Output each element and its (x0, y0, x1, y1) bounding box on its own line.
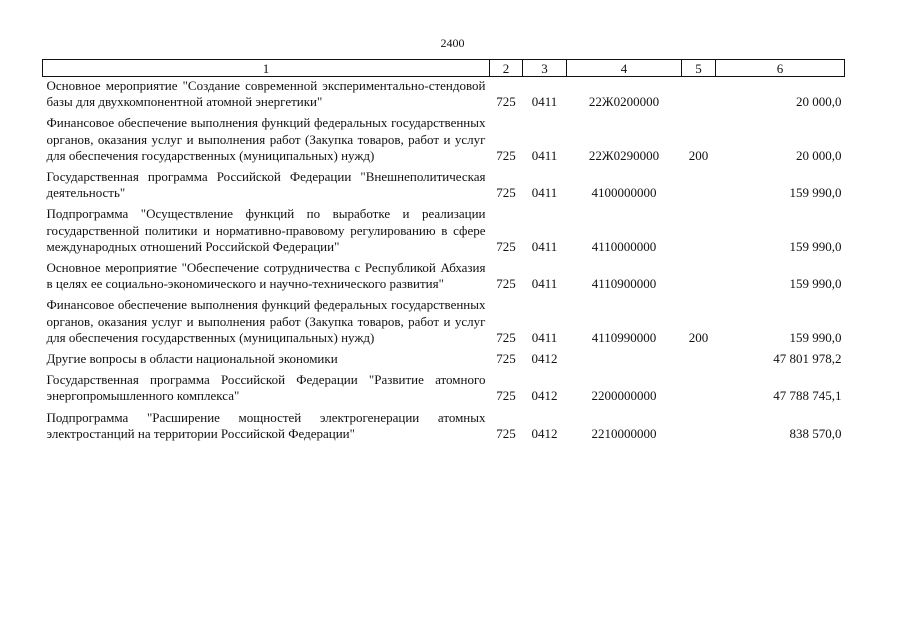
table-row (43, 351, 845, 372)
row-name: Государственная программа Российской Федерации "Внешнеполитическая деятельность" (46, 169, 486, 201)
row-ministry-code: 725 (496, 238, 516, 254)
table-row (43, 297, 845, 351)
row-ministry-code: 725 (496, 425, 516, 441)
row-expense-type (682, 260, 716, 297)
row-expense-type (682, 77, 716, 116)
row-name: Основное мероприятие "Создание современной экспериментально-стендовой базы для двухкомпонентной атомной энергетики" (46, 78, 486, 110)
table-row (43, 169, 845, 206)
row-ministry-code: 725 (496, 329, 516, 345)
row-target-code: 4110990000 (591, 329, 657, 345)
row-ministry-code: 725 (496, 94, 516, 110)
column-header-2: 2 (490, 60, 523, 77)
budget-table (42, 59, 845, 447)
row-section-code: 0411 (531, 147, 558, 163)
page-number: 2400 (440, 36, 465, 50)
row-expense-type (682, 372, 716, 409)
row-name: Основное мероприятие "Обеспечение сотрудничества с Республикой Абхазия в целях ее социально-экономического и научно-технического развития" (46, 260, 486, 292)
row-ministry-code: 725 (496, 351, 516, 367)
row-name: Другие вопросы в области национальной экономики (46, 351, 338, 367)
row-target-code: 2200000000 (591, 388, 657, 404)
row-ministry-code: 725 (496, 276, 516, 292)
row-ministry-code: 725 (496, 388, 516, 404)
row-expense-type (682, 351, 716, 372)
row-name: Финансовое обеспечение выполнения функций федеральных государственных органов, оказания услуг и выполнения работ (Закупка товаров, работ и услуг для обеспечения государственных (муниципальных) нужд) (46, 115, 486, 163)
row-amount: 47 788 745,1 (773, 388, 842, 404)
row-section-code: 0411 (531, 276, 558, 292)
table-row (43, 115, 845, 169)
table-body (43, 77, 845, 448)
row-target-code: 4110000000 (591, 238, 657, 254)
table-header (43, 60, 845, 77)
row-amount: 159 990,0 (789, 276, 842, 292)
row-target-code: 4100000000 (591, 185, 657, 201)
row-name: Подпрограмма "Осуществление функций по выработке и реализации государственной политики и нормативно-правовому регулированию в сфере международных отношений Российской Федерации" (46, 206, 486, 254)
row-amount: 159 990,0 (789, 238, 842, 254)
column-header-4: 4 (567, 60, 682, 77)
row-name: Подпрограмма "Расширение мощностей электрогенерации атомных электростанций на территории Российской Федерации" (46, 409, 486, 441)
row-amount: 159 990,0 (789, 329, 842, 345)
row-expense-type: 200 (688, 147, 709, 163)
table-row (43, 410, 845, 447)
row-amount: 47 801 978,2 (773, 351, 842, 367)
table-row (43, 77, 845, 116)
row-ministry-code: 725 (496, 147, 516, 163)
column-header-1: 1 (43, 60, 490, 77)
row-ministry-code: 725 (496, 185, 516, 201)
row-section-code: 0411 (531, 238, 558, 254)
row-name: Государственная программа Российской Федерации "Развитие атомного энергопромышленного комплекса" (46, 372, 486, 404)
row-target-code: 2210000000 (591, 425, 657, 441)
row-name: Финансовое обеспечение выполнения функций федеральных государственных органов, оказания услуг и выполнения работ (Закупка товаров, работ и услуг для обеспечения государственных (муниципальных) нужд) (46, 297, 486, 345)
row-section-code: 0412 (531, 425, 558, 441)
row-expense-type (682, 206, 716, 260)
table-row (43, 260, 845, 297)
row-target-code: 4110900000 (591, 276, 657, 292)
row-expense-type (682, 410, 716, 447)
row-expense-type (682, 169, 716, 206)
row-target-code: 22Ж0200000 (588, 94, 660, 110)
table-row (43, 372, 845, 409)
row-section-code: 0411 (531, 329, 558, 345)
row-amount: 838 570,0 (789, 425, 842, 441)
row-amount: 20 000,0 (796, 147, 842, 163)
row-amount: 159 990,0 (789, 185, 842, 201)
row-section-code: 0411 (531, 94, 558, 110)
row-section-code: 0412 (531, 388, 558, 404)
table-row (43, 206, 845, 260)
column-header-5: 5 (682, 60, 716, 77)
header-row (43, 60, 845, 77)
row-expense-type: 200 (688, 329, 709, 345)
row-target-code: 22Ж0290000 (588, 147, 660, 163)
column-header-3: 3 (523, 60, 567, 77)
row-section-code: 0412 (531, 351, 558, 367)
column-header-6: 6 (716, 60, 845, 77)
row-section-code: 0411 (531, 185, 558, 201)
row-amount: 20 000,0 (796, 94, 842, 110)
row-target-code (567, 351, 682, 372)
